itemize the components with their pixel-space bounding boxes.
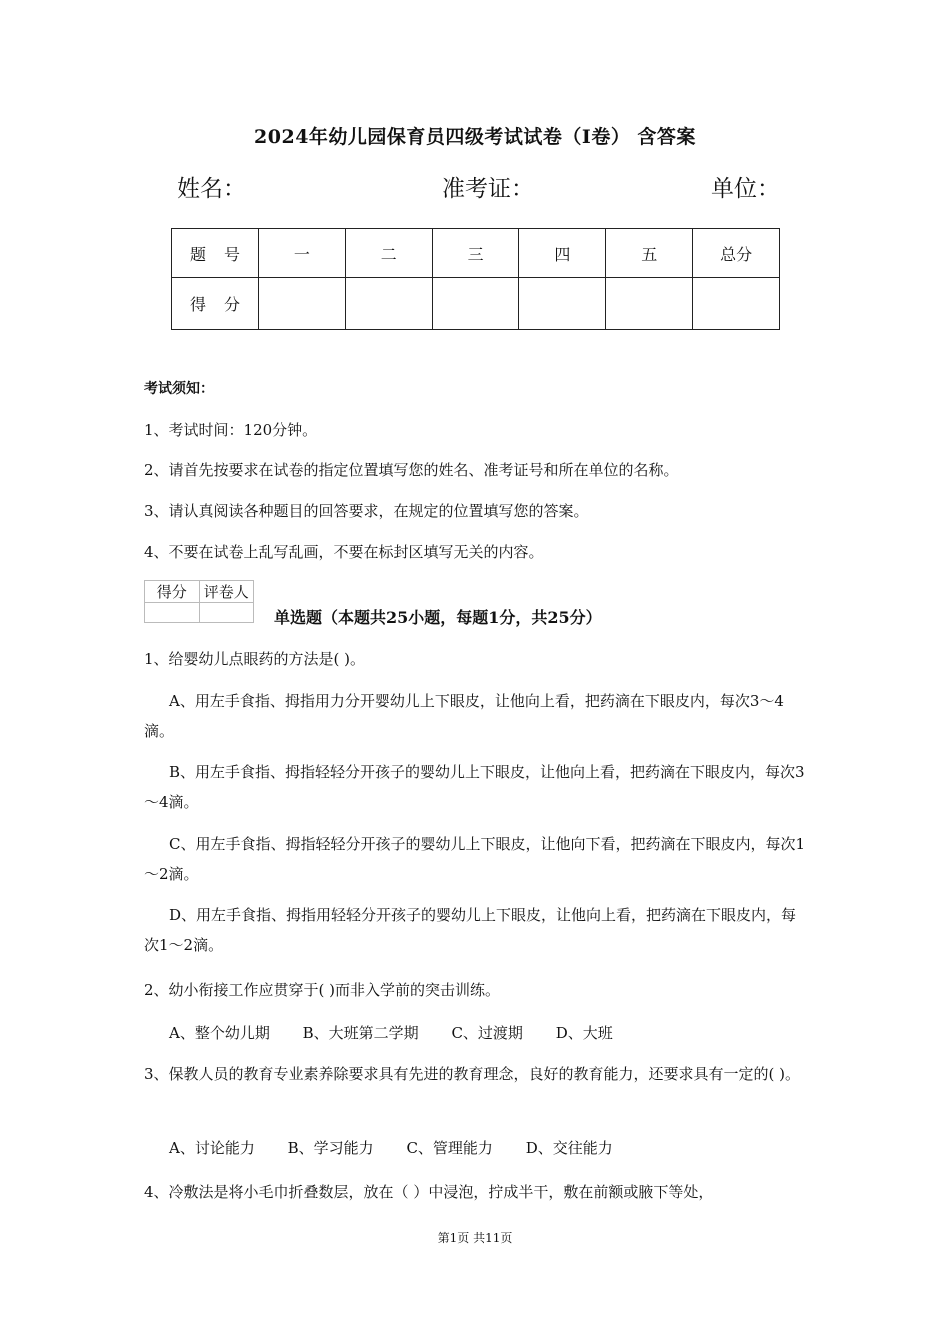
section-title: 单选题（本题共25小题，每题1分，共25分） [274,608,602,627]
score-cell [693,278,780,330]
question-number-header: 题 号 [172,229,259,278]
score-row-label: 得 分 [172,278,259,330]
option: A、讨论能力 [169,1139,255,1157]
grader-name-cell [199,603,254,623]
option: B、学习能力 [287,1139,374,1157]
grader-box [144,580,254,623]
notice-item: 3、请认真阅读各种题目的回答要求，在规定的位置填写您的答案。 [144,502,589,520]
option: A、整个幼儿期 [169,1024,270,1042]
column-header: 二 [345,229,432,278]
question-2-options [169,1022,641,1043]
notice-item: 2、请首先按要求在试卷的指定位置填写您的姓名、准考证号和所在单位的名称。 [144,461,679,479]
unit-label: 单位： [711,176,780,202]
option: B、大班第二学期 [302,1024,419,1042]
score-cell [432,278,519,330]
option: D、交往能力 [525,1139,613,1157]
notice-item: 1、考试时间：120分钟。 [144,421,318,439]
score-table-score-row [172,278,780,330]
question-1-option-b: B、用左手食指、拇指轻轻分开孩子的婴幼儿上下眼皮，让他向上看，把药滴在下眼皮内，每次3～4滴。 [144,763,805,811]
question-1-option-c: C、用左手食指、拇指轻轻分开孩子的婴幼儿上下眼皮，让他向下看，把药滴在下眼皮内，每次1～2滴。 [144,835,806,883]
question-2-stem: 2、幼小衔接工作应贯穿于( )而非入学前的突击训练。 [144,981,501,999]
question-1-option-a: A、用左手食指、拇指用力分开婴幼儿上下眼皮，让他向上看，把药滴在下眼皮内，每次3～4滴。 [144,692,784,740]
notice-item: 4、不要在试卷上乱写乱画，不要在标封区填写无关的内容。 [144,543,544,561]
grader-score-cell [145,603,200,623]
score-table [171,228,780,330]
question-1-stem: 1、给婴幼儿点眼药的方法是( )。 [144,650,366,668]
page-footer: 第1页 共11页 [437,1231,513,1245]
score-cell [519,278,606,330]
column-header: 总分 [693,229,780,278]
column-header: 一 [259,229,346,278]
column-header: 五 [606,229,693,278]
score-cell [345,278,432,330]
grader-score-label: 得分 [145,581,200,603]
question-3-options [169,1137,641,1158]
question-1-option-d: D、用左手食指、拇指用轻轻分开孩子的婴幼儿上下眼皮，让他向上看，把药滴在下眼皮内，每次1～2滴。 [144,906,797,954]
question-3-stem: 3、保教人员的教育专业素养除要求具有先进的教育理念，良好的教育能力，还要求具有一定的( )。 [144,1065,801,1083]
option: C、管理能力 [406,1139,493,1157]
grader-name-label: 评卷人 [199,581,254,603]
column-header: 四 [519,229,606,278]
question-4-stem: 4、冷敷法是将小毛巾折叠数层，放在（ ）中浸泡，拧成半干，敷在前额或腋下等处， [144,1183,714,1201]
option: C、过渡期 [451,1024,523,1042]
score-cell [259,278,346,330]
page-title: 2024年幼儿园保育员四级考试试卷（I卷） 含答案 [254,126,696,148]
option: D、大班 [555,1024,613,1042]
score-cell [606,278,693,330]
column-header: 三 [432,229,519,278]
notice-title: 考试须知： [144,381,214,397]
exam-id-label: 准考证： [442,176,534,202]
name-label: 姓名： [177,176,246,202]
score-table-header-row [172,229,780,278]
